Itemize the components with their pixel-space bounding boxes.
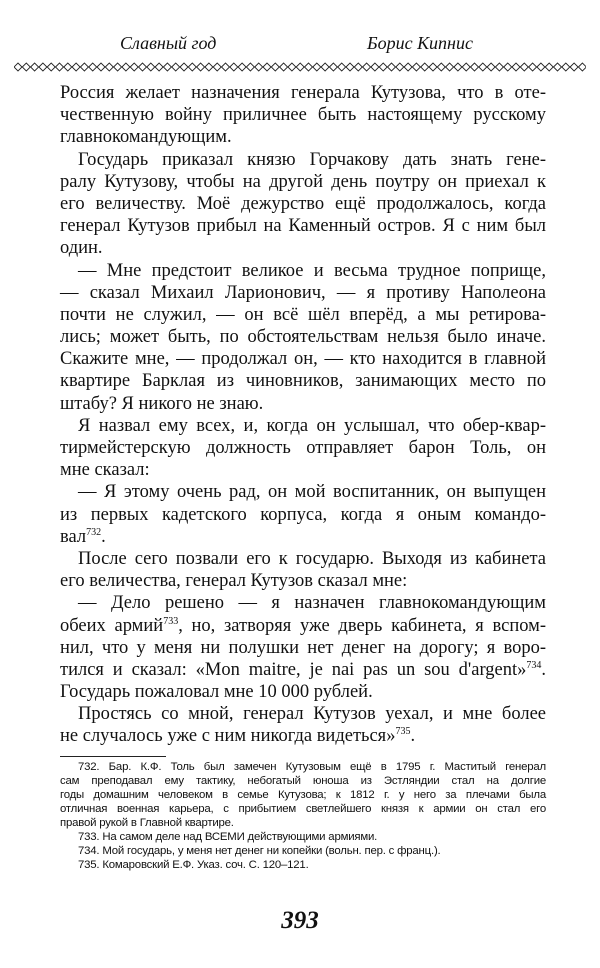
diamond-ornament (172, 63, 180, 71)
footnotes (60, 760, 546, 872)
line-text: тирмейстерскую должность отправляет барон Толь, он (60, 438, 546, 458)
text-line (60, 171, 546, 193)
text-line (60, 326, 546, 348)
line-text: Россия желает назначения генерала Кутузова, что в оте- (60, 83, 546, 103)
diamond-ornament (429, 63, 437, 71)
line-text: главнокомандующим. (60, 127, 232, 148)
ornamental-divider (14, 60, 586, 72)
diamond-ornament (230, 63, 238, 71)
line-text: не случалось уже с ним никогда видеться» (60, 726, 396, 747)
diamond-ornament (238, 63, 246, 71)
diamond-ornament (446, 63, 454, 71)
diamond-ornament (329, 63, 337, 71)
diamond-ornament (205, 63, 213, 71)
diamond-ornament (495, 63, 503, 71)
diamond-ornament (462, 63, 470, 71)
line-text: — Я этому очень рад, он мой воспитанник, он выпущен (78, 482, 546, 503)
diamond-ornament (255, 63, 263, 71)
diamond-ornament (64, 63, 72, 71)
diamond-ornament (197, 63, 205, 71)
running-header-title: Славный год (120, 33, 217, 53)
diamond-ornament (39, 63, 47, 71)
diamond-ornament (504, 63, 512, 71)
footnote-reference[interactable]: 735 (395, 726, 411, 738)
line-text: 734. Мой государь, у меня нет денег ни копейки (вольн. пер. с франц.). (78, 845, 441, 857)
line-text: Я назвал ему всех, и, когда он услышал, что обер-квар- (78, 415, 546, 436)
footnote-line (60, 816, 546, 830)
footnote-line (60, 858, 546, 872)
body-text (60, 82, 546, 748)
line-text: обеих армий (60, 615, 164, 636)
diamond-ornament (379, 63, 387, 71)
line-text: лись; может быть, по обстоятельствам нельзя было иначе. (60, 327, 546, 348)
line-text: штабу? Я никого не знаю. (60, 393, 264, 414)
diamond-ornament (288, 63, 296, 71)
diamond-ornament (97, 63, 105, 71)
diamond-ornament (56, 63, 64, 71)
running-header-author: Борис Кипнис (367, 33, 473, 53)
diamond-ornament (512, 63, 520, 71)
footnote-line (60, 802, 546, 816)
diamond-ornament (545, 63, 553, 71)
footnote-separator (60, 756, 166, 757)
text-line (60, 637, 546, 659)
text-line (60, 703, 546, 725)
diamond-ornament (388, 63, 396, 71)
diamond-ornament (271, 63, 279, 71)
line-text: почти не служил, — он всё шёл вперёд, а мы ретирова- (60, 304, 546, 325)
line-text: 732. Бар. К.Ф. Толь был замечен Кутузовым ещё в 1795 г. Маститый генерал (78, 761, 546, 773)
diamond-ornament (396, 63, 404, 71)
diamond-ornament (213, 63, 221, 71)
text-line (60, 681, 546, 703)
diamond-ornament (263, 63, 271, 71)
text-line (60, 526, 546, 548)
footnote-line (60, 844, 546, 858)
line-text: тился и сказал: «Mon maitre, je nai pas un sou d'argent» (60, 659, 527, 680)
line-text-continued: . (410, 726, 416, 747)
text-line (60, 237, 546, 259)
diamond-ornament (471, 63, 479, 71)
text-line (60, 548, 546, 570)
diamond-ornament (222, 63, 230, 71)
line-text: Простясь со мной, генерал Кутузов уехал, и мне более (78, 704, 546, 725)
diamond-ornament (114, 63, 122, 71)
diamond-ornament (296, 63, 304, 71)
diamond-ornament (147, 63, 155, 71)
diamond-ornament (155, 63, 163, 71)
footnote-line (60, 774, 546, 788)
line-text: вал (60, 526, 87, 547)
line-text: правой рукой в Главной квартире. (60, 817, 234, 829)
line-text: годы домашним человеком в семье Кутузова; к 1812 г. у него за плечами была (60, 789, 546, 801)
text-line (60, 82, 546, 104)
diamond-ornament (188, 63, 196, 71)
line-text: — Дело решено — я назначен главнокомандующим (78, 593, 546, 614)
diamond-ornament (31, 63, 39, 71)
text-line (60, 260, 546, 282)
diamond-ornament (520, 63, 528, 71)
diamond-ornament (22, 63, 30, 71)
text-line (60, 104, 546, 126)
diamond-ornament (105, 63, 113, 71)
text-line (60, 615, 546, 637)
line-text: Скажите мне, — продолжал он, — кто находится в главной (60, 349, 546, 370)
footnote-line (60, 788, 546, 802)
text-line (60, 304, 546, 326)
line-text-continued: . (101, 526, 106, 547)
text-line (60, 193, 546, 215)
diamond-ornament (180, 63, 188, 71)
line-text: — Мне предстоит великое и весьма трудное поприще, (78, 260, 546, 281)
line-text: мне сказал: (60, 460, 150, 481)
text-line (60, 393, 546, 415)
line-text: нил, что у меня ни полушки нет денег на дорогу; я воро- (60, 637, 546, 658)
text-line (60, 725, 546, 747)
diamond-ornament (80, 63, 88, 71)
line-text: ралу Кутузову, чтобы на другой день поутру он приехал к (60, 171, 546, 192)
text-line (60, 415, 546, 437)
diamond-ornament (363, 63, 371, 71)
diamond-ornament (305, 63, 313, 71)
diamond-ornament (14, 63, 22, 71)
text-line (60, 149, 546, 171)
line-text: сам преподавал ему тактику, небогатый юноша из Эстляндии стал на долгие (60, 775, 546, 787)
text-line (60, 504, 546, 526)
line-text-continued: . (541, 659, 546, 680)
diamond-ornament (130, 63, 138, 71)
footnote-line (60, 760, 546, 774)
diamond-ornament (72, 63, 80, 71)
diamond-ornament (371, 63, 379, 71)
text-line (60, 481, 546, 503)
diamond-ornament (338, 63, 346, 71)
text-line (60, 592, 546, 614)
footnote-reference[interactable]: 733 (163, 615, 179, 627)
diamond-ornament (89, 63, 97, 71)
footnote-line (60, 830, 546, 844)
line-text: После сего позвали его к государю. Выходя из кабинета (78, 548, 546, 569)
diamond-ornament (321, 63, 329, 71)
line-text: — сказал Михаил Ларионович, — я противу Наполеона (60, 282, 546, 303)
text-line (60, 437, 546, 459)
text-line (60, 570, 546, 592)
footnote-reference[interactable]: 732 (86, 526, 102, 538)
diamond-ornament (354, 63, 362, 71)
diamond-ornament (562, 63, 570, 71)
diamond-ornament (163, 63, 171, 71)
text-line (60, 126, 546, 148)
diamond-ornament (578, 63, 586, 71)
diamond-ornament (246, 63, 254, 71)
diamond-ornament (421, 63, 429, 71)
line-text: один. (60, 238, 103, 259)
line-text: 733. На самом деле над ВСЕМИ действующими армиями. (78, 831, 378, 843)
text-line (60, 459, 546, 481)
diamond-ornament (404, 63, 412, 71)
line-text: чественную войну приличнее быть настоящему русскому (60, 105, 546, 126)
line-text: из первых кадетского корпуса, когда я оным командо- (60, 504, 546, 525)
diamond-ornament (487, 63, 495, 71)
page-number: 393 (281, 907, 319, 934)
line-text: квартире Барклая из чиновников, занимающих место по (60, 371, 546, 392)
diamond-ornament (122, 63, 130, 71)
line-text-continued: , но, затворяя уже дверь кабинета, я вспом- (178, 615, 546, 636)
line-text: его величеству. Моё дежурство ещё продолжалось, когда (60, 193, 546, 214)
footnote-reference[interactable]: 734 (526, 659, 542, 671)
text-line (60, 659, 546, 681)
line-text: Государь пожаловал мне 10 000 рублей. (60, 682, 373, 703)
diamond-ornament (454, 63, 462, 71)
diamond-ornament (412, 63, 420, 71)
diamond-ornament (529, 63, 537, 71)
diamond-ornament (479, 63, 487, 71)
line-text: генерал Кутузов прибыл на Каменный остров. Я с ним был (60, 216, 546, 237)
diamond-ornament (570, 63, 578, 71)
text-line (60, 370, 546, 392)
text-line (60, 215, 546, 237)
line-text: его величества, генерал Кутузов сказал мне: (60, 571, 408, 592)
diamond-ornament (437, 63, 445, 71)
diamond-ornament (554, 63, 562, 71)
line-text: отличная военная карьера, с прибытием светлейшего князя к армии он стал его (60, 803, 546, 815)
diamond-ornament (139, 63, 147, 71)
diamond-ornament (346, 63, 354, 71)
diamond-ornament (280, 63, 288, 71)
diamond-ornament (47, 63, 55, 71)
diamond-ornament (537, 63, 545, 71)
text-line (60, 348, 546, 370)
line-text: Государь приказал князю Горчакову дать знать гене- (78, 149, 546, 170)
text-line (60, 282, 546, 304)
diamond-ornament (313, 63, 321, 71)
line-text: 735. Комаровский Е.Ф. Указ. соч. С. 120–121. (78, 859, 309, 871)
